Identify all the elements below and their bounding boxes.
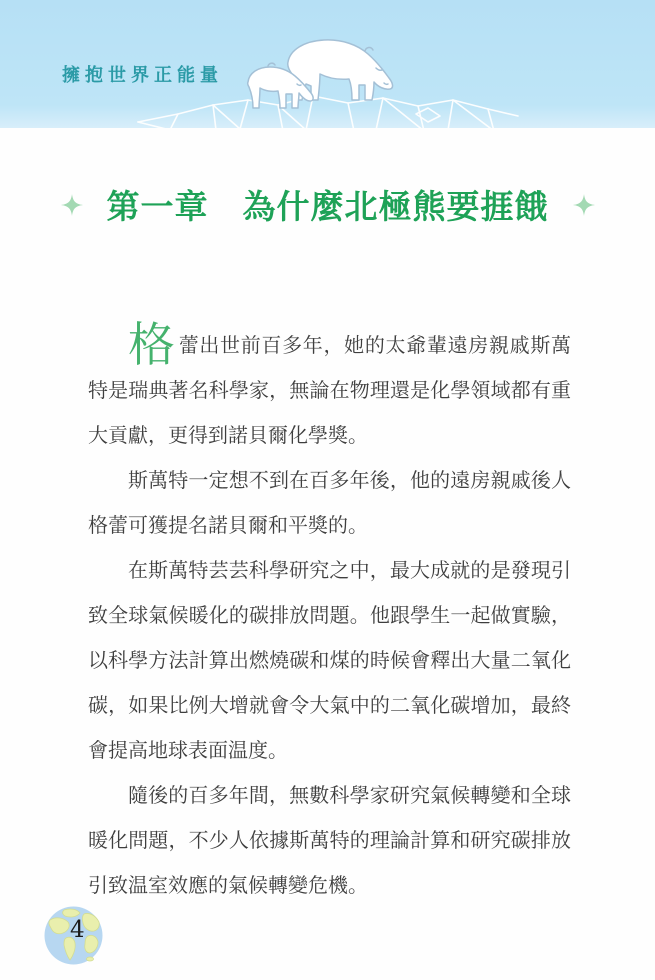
sparkle-icon	[573, 194, 595, 216]
paragraph: 在斯萬特芸芸科學研究之中，最大成就的是發現引致全球氣候暖化的碳排放問題。他跟學生一起做實驗，以科學方法計算出燃燒碳和煤的時候會釋出大量二氧化碳，如果比例大增就會令大氣中的二氧化碳增加，最終會提高地球表面温度。	[88, 560, 571, 762]
sparkle-icon	[61, 194, 83, 216]
paragraph: 斯萬特一定想不到在百多年後，他的遠房親戚後人格蕾可獲提名諾貝爾和平獎的。	[88, 470, 571, 537]
page-number: 4	[70, 917, 85, 943]
paragraph: 隨後的百多年間，無數科學家研究氣候轉變和全球暖化問題，不少人依據斯萬特的理論計算和研究碳排放引致温室效應的氣候轉變危機。	[88, 785, 571, 897]
page-header	[0, 0, 655, 128]
iceberg-lines	[138, 96, 518, 128]
drop-cap: 格	[128, 318, 176, 371]
paragraph	[88, 318, 572, 459]
paragraph-text: 蕾出世前百多年，她的太爺輩遠房親戚斯萬特是瑞典著名科學家，無論在物理還是化學領域都有重大貢獻，更得到諾貝爾化學獎。	[88, 335, 572, 447]
chapter-title-row	[0, 181, 655, 228]
series-title: 擁抱世界正能量	[62, 65, 223, 85]
body-text	[88, 318, 572, 909]
chapter-title: 第一章 為什麼北極熊要捱餓	[106, 188, 549, 225]
